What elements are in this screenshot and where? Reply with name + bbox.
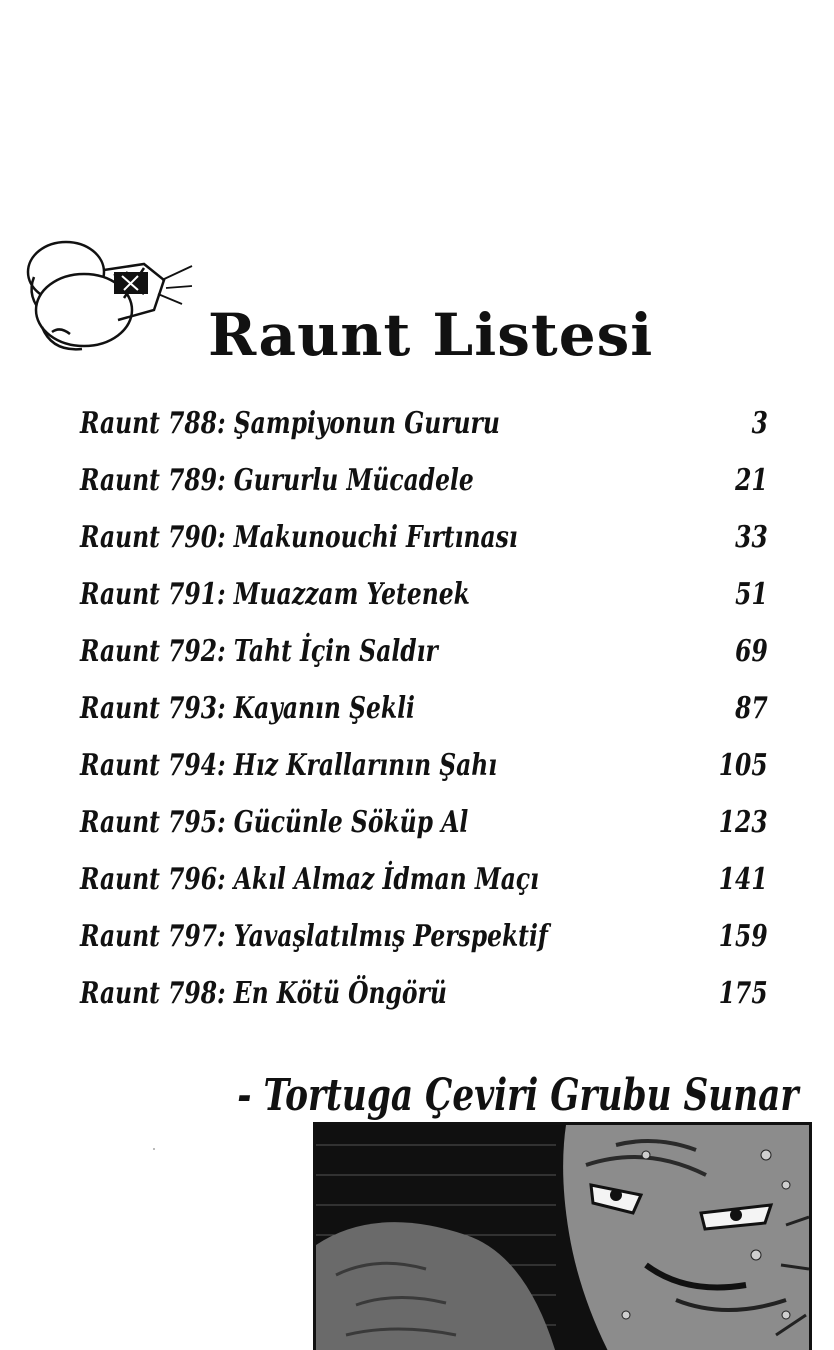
toc-chapter-title: Raunt 794: Hız Krallarının Şahı: [80, 748, 498, 783]
toc-row: [80, 455, 768, 512]
toc-row: [80, 626, 768, 683]
toc-row: [80, 968, 768, 1025]
toc-row: [80, 740, 768, 797]
toc-page-number: 141: [719, 862, 768, 897]
toc-chapter-title: Raunt 788: Şampiyonun Gururu: [80, 406, 500, 441]
table-of-contents: [80, 398, 768, 1025]
toc-page-number: 33: [735, 520, 768, 555]
toc-row: [80, 569, 768, 626]
boxing-gloves-icon: [22, 232, 200, 360]
boxer-face-illustration: [313, 1122, 812, 1350]
toc-chapter-title: Raunt 796: Akıl Almaz İdman Maçı: [80, 862, 540, 897]
toc-chapter-title: Raunt 797: Yavaşlatılmış Perspektif: [80, 919, 548, 954]
toc-row: [80, 854, 768, 911]
page-title: Raunt Listesi: [208, 301, 654, 369]
toc-page-number: 51: [735, 577, 768, 612]
toc-page-number: 87: [735, 691, 768, 726]
toc-page-number: 21: [735, 463, 768, 498]
toc-page-number: 3: [751, 406, 768, 441]
toc-row: [80, 512, 768, 569]
toc-chapter-title: Raunt 793: Kayanın Şekli: [80, 691, 415, 726]
toc-row: [80, 398, 768, 455]
toc-row: [80, 797, 768, 854]
toc-page-number: 175: [719, 976, 768, 1011]
toc-row: [80, 911, 768, 968]
toc-page-number: 69: [735, 634, 768, 669]
toc-chapter-title: Raunt 798: En Kötü Öngörü: [80, 976, 447, 1011]
toc-row: [80, 683, 768, 740]
toc-chapter-title: Raunt 789: Gururlu Mücadele: [80, 463, 474, 498]
toc-chapter-title: Raunt 791: Muazzam Yetenek: [80, 577, 470, 612]
toc-page-number: 159: [719, 919, 768, 954]
toc-chapter-title: Raunt 795: Gücünle Söküp Al: [80, 805, 469, 840]
toc-page-number: 105: [719, 748, 768, 783]
credit-line: - Tortuga Çeviri Grubu Sunar: [236, 1070, 798, 1121]
toc-page-number: 123: [719, 805, 768, 840]
toc-chapter-title: Raunt 790: Makunouchi Fırtınası: [80, 520, 518, 555]
toc-chapter-title: Raunt 792: Taht İçin Saldır: [80, 634, 438, 669]
speck: [153, 1148, 155, 1150]
